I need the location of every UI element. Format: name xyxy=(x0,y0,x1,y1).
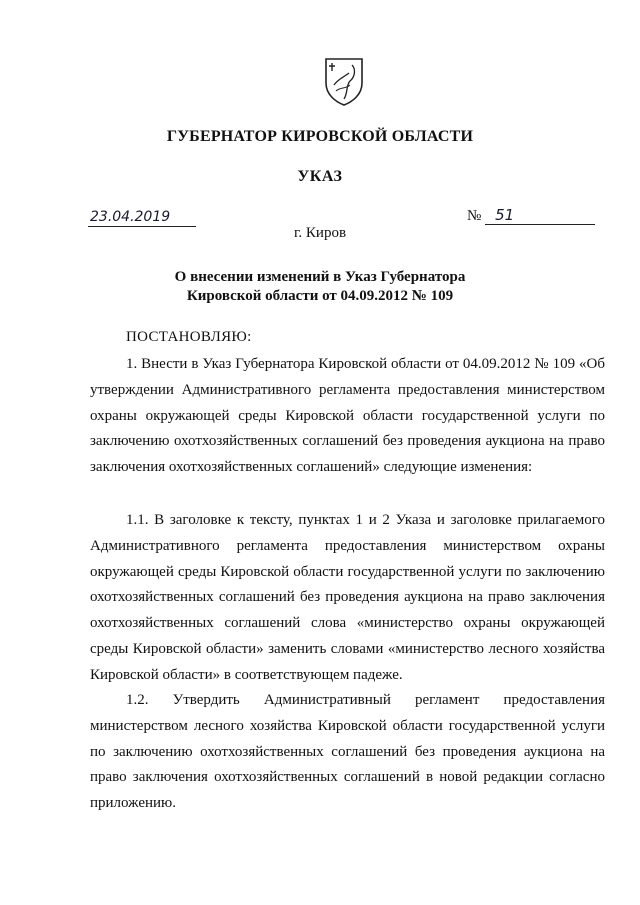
document-subject xyxy=(0,268,640,306)
paragraph-text: 1.1. В заголовке к тексту, пунктах 1 и 2 Указа и заголовке прилагаемого Административного регламента предоставления министерством охраны окружающей среды Кировской области государственной услуги по заключению охотхозяйственных соглашений без проведения аукциона на право заключения охотхозяйственных соглашений слова «министерство охраны окружающей среды Кировской области» заменить словами «министерство лесного хозяйства Кировской области» в соответствующем падеже. xyxy=(90,512,605,683)
subject-line-2: Кировской области от 04.09.2012 № 109 xyxy=(186,288,454,304)
paragraph-1-1 xyxy=(90,508,605,689)
number-label: № xyxy=(467,208,482,224)
paragraph-1 xyxy=(90,352,605,481)
authority-title: ГУБЕРНАТОР КИРОВСКОЙ ОБЛАСТИ xyxy=(166,128,474,145)
city-name: г. Киров xyxy=(293,225,347,241)
document-number-block xyxy=(467,206,595,225)
paragraph-1-2 xyxy=(90,688,605,817)
paragraph-text: 1.2. Утвердить Административный регламент предоставления министерством лесного хозяйства Кировской области государственной услуги по заключению охотхозяйственных соглашений без проведения аукциона на право заключения охотхозяйственных соглашений в новой редакции согласно приложению. xyxy=(90,692,605,812)
coat-of-arms-icon xyxy=(322,55,366,107)
subject-line-1: О внесении изменений в Указ Губернатора xyxy=(174,269,466,285)
document-number: 51 xyxy=(485,206,595,225)
document-date: 23.04.2019 xyxy=(88,209,196,227)
decree-word: ПОСТАНОВЛЯЮ: xyxy=(126,329,252,345)
paragraph-text: 1. Внести в Указ Губернатора Кировской области от 04.09.2012 № 109 «Об утверждении Административного регламента предоставления министерством охраны окружающей среды Кировской области государственной услуги по заключению охотхозяйственных соглашений без проведения аукциона на право заключения охотхозяйственных соглашений» следующие изменения: xyxy=(90,356,605,476)
document-type: УКАЗ xyxy=(297,168,343,185)
